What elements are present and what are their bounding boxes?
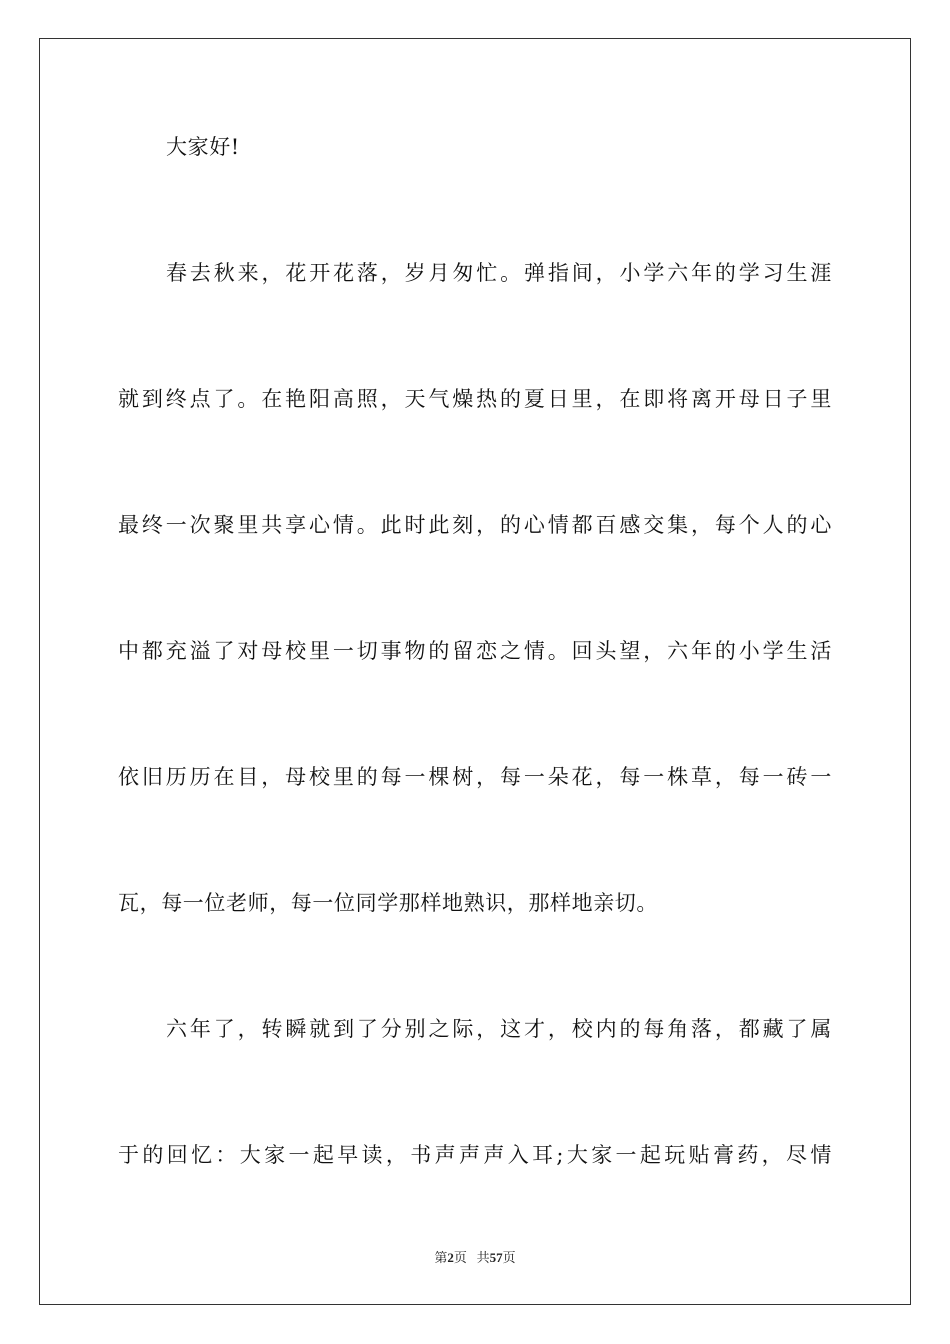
text-line: 中都充溢了对母校里一切事物的留恋之情。回头望，六年的小学生活 <box>118 639 832 663</box>
text-line: 春去秋来，花开花落，岁月匆忙。弹指间，小学六年的学习生涯 <box>166 261 832 285</box>
page-footer <box>0 1247 950 1266</box>
footer-page-suffix: 页 <box>453 1250 467 1265</box>
text-line: 大家好! <box>166 135 240 159</box>
footer-page-number: 2 <box>447 1250 454 1265</box>
text-line: 就到终点了。在艳阳高照，天气燥热的夏日里，在即将离开母日子里 <box>118 387 832 411</box>
text-line: 最终一次聚里共享心情。此时此刻，的心情都百感交集，每个人的心 <box>118 513 832 537</box>
footer-total-pages: 57 <box>489 1250 503 1265</box>
footer-total-suffix: 页 <box>502 1250 516 1265</box>
footer-total-prefix: 共 <box>476 1250 490 1265</box>
text-line: 依旧历历在目，母校里的每一棵树，每一朵花，每一株草，每一砖一 <box>118 765 832 789</box>
text-line: 于的回忆：大家一起早读，书声声声入耳;大家一起玩贴膏药，尽情 <box>118 1143 832 1167</box>
footer-page-prefix: 第 <box>434 1250 448 1265</box>
text-line: 六年了，转瞬就到了分别之际，这才，校内的每角落，都藏了属 <box>166 1017 832 1041</box>
document-body <box>118 119 832 1253</box>
text-line: 瓦，每一位老师，每一位同学那样地熟识，那样地亲切。 <box>118 891 658 915</box>
